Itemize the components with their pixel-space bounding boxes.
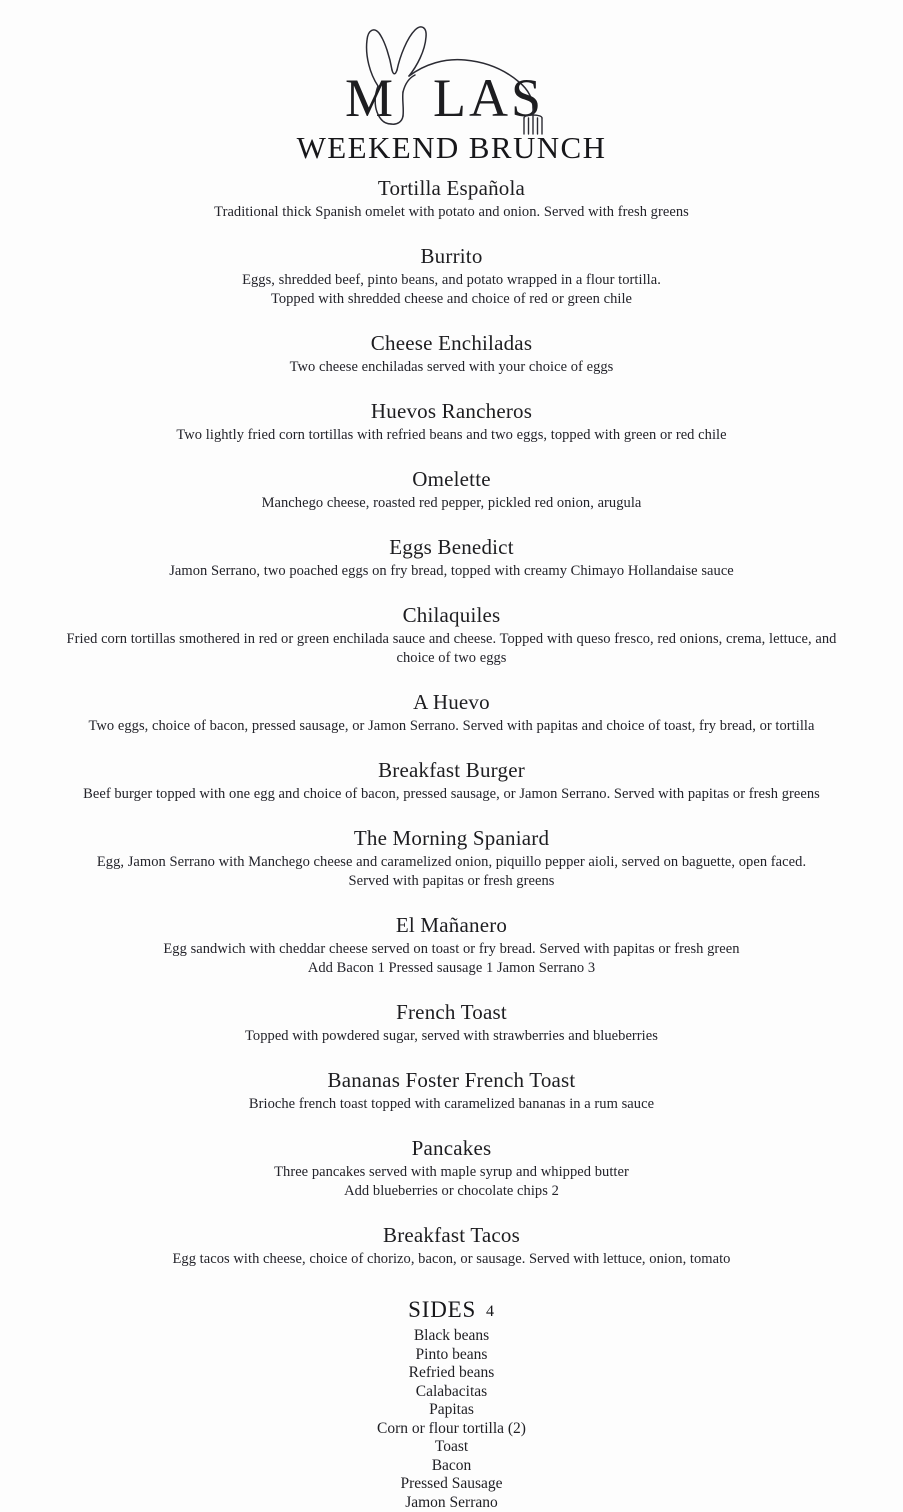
menu-item [32,756,872,824]
menu-item-description [32,1163,872,1201]
list-item: Bacon [0,1457,903,1476]
menu-item-description [32,940,872,978]
menu-item [32,824,872,911]
sides-section [0,1289,903,1512]
menu-item-description [32,1095,872,1114]
menu-item [32,242,872,329]
page-title: WEEKEND BRUNCH [0,128,903,174]
menu-item-description-line: Egg tacos with cheese, choice of chorizo, bacon, or sausage. Served with lettuce, onion, tomato [32,1250,872,1269]
menu-item-name: The Morning Spaniard [32,824,872,853]
list-item: Papitas [0,1401,903,1420]
menu-item-name: Eggs Benedict [32,533,872,562]
menu-item-name: Chilaquiles [32,601,872,630]
sides-heading-label: SIDES [408,1297,476,1322]
menu-item-name: Bananas Foster French Toast [32,1066,872,1095]
menu-item [32,465,872,533]
menu-item-name: El Mañanero [32,911,872,940]
brand-logo [0,0,903,128]
menu-item-description [32,271,872,309]
menu-item [32,998,872,1066]
menu-item-description-line: Traditional thick Spanish omelet with potato and onion. Served with fresh greens [32,203,872,222]
menu-item [32,1066,872,1134]
menu-item-description-line: Served with papitas or fresh greens [32,872,872,891]
menu-item-description-line: Egg, Jamon Serrano with Manchego cheese and caramelized onion, piquillo pepper aioli, served on baguette, open faced. [32,853,872,872]
menu-item [32,1221,872,1289]
menu-item-description [32,785,872,804]
svg-text:M: M [345,68,396,128]
menu-item [32,329,872,397]
menu-item-description [32,426,872,445]
list-item: Calabacitas [0,1383,903,1402]
menu-item-description [32,562,872,581]
list-item: Refried beans [0,1364,903,1383]
menu-item [32,174,872,242]
menu-item-name: French Toast [32,998,872,1027]
svg-text:LAS: LAS [433,68,544,128]
sides-price: 4 [476,1303,495,1320]
mulas-logo-svg [337,8,567,136]
menu-item-description-line: choice of two eggs [32,649,872,668]
menu-items-list [0,174,903,1289]
menu-item-name: A Huevo [32,688,872,717]
menu-item-description-line: Fried corn tortillas smothered in red or green enchilada sauce and cheese. Topped with queso fresco, red onions, crema, lettuce, and [32,630,872,649]
menu-item-addons: Add blueberries or chocolate chips 2 [32,1182,872,1201]
list-item: Pressed Sausage [0,1475,903,1494]
menu-item-description [32,1250,872,1269]
menu-item-description-line: Eggs, shredded beef, pinto beans, and potato wrapped in a flour tortilla. [32,271,872,290]
list-item: Corn or flour tortilla (2) [0,1420,903,1439]
list-item: Toast [0,1438,903,1457]
menu-item-description-line: Egg sandwich with cheddar cheese served on toast or fry bread. Served with papitas or fresh green [32,940,872,959]
menu-item-description-line: Three pancakes served with maple syrup and whipped butter [32,1163,872,1182]
menu-item-name: Breakfast Burger [32,756,872,785]
menu-item [32,397,872,465]
menu-item-description [32,630,872,668]
menu-item-name: Burrito [32,242,872,271]
menu-item-name: Omelette [32,465,872,494]
menu-item-description [32,1027,872,1046]
menu-item [32,688,872,756]
menu-item-addons: Add Bacon 1 Pressed sausage 1 Jamon Serrano 3 [32,959,872,978]
menu-item [32,601,872,688]
menu-item-description [32,853,872,891]
list-item: Jamon Serrano [0,1494,903,1512]
menu-item-name: Cheese Enchiladas [32,329,872,358]
menu-item-description-line: Jamon Serrano, two poached eggs on fry bread, topped with creamy Chimayo Hollandaise sauce [32,562,872,581]
sides-list [0,1327,903,1512]
menu-item-description-line: Two cheese enchiladas served with your choice of eggs [32,358,872,377]
list-item: Pinto beans [0,1346,903,1365]
menu-item-description [32,358,872,377]
list-item: Black beans [0,1327,903,1346]
menu-item-description-line: Two eggs, choice of bacon, pressed sausage, or Jamon Serrano. Served with papitas and choice of toast, fry bread, or tortilla [32,717,872,736]
menu-item-name: Pancakes [32,1134,872,1163]
menu-item-description-line: Beef burger topped with one egg and choice of bacon, pressed sausage, or Jamon Serrano. Served with papitas or fresh greens [32,785,872,804]
logo-wordmark [345,68,544,128]
menu-item-name: Breakfast Tacos [32,1221,872,1250]
menu-item-description [32,494,872,513]
menu-item-description-line: Brioche french toast topped with caramelized bananas in a rum sauce [32,1095,872,1114]
menu-item-name: Huevos Rancheros [32,397,872,426]
menu-item-name: Tortilla Española [32,174,872,203]
menu-item-description-line: Manchego cheese, roasted red pepper, pickled red onion, arugula [32,494,872,513]
menu-item [32,911,872,998]
menu-item-description-line: Topped with shredded cheese and choice of red or green chile [32,290,872,309]
menu-item-description-line: Two lightly fried corn tortillas with refried beans and two eggs, topped with green or red chile [32,426,872,445]
menu-item [32,533,872,601]
sides-heading [0,1295,903,1327]
menu-item-description-line: Topped with powdered sugar, served with strawberries and blueberries [32,1027,872,1046]
menu-item [32,1134,872,1221]
menu-item-description [32,203,872,222]
menu-item-description [32,717,872,736]
